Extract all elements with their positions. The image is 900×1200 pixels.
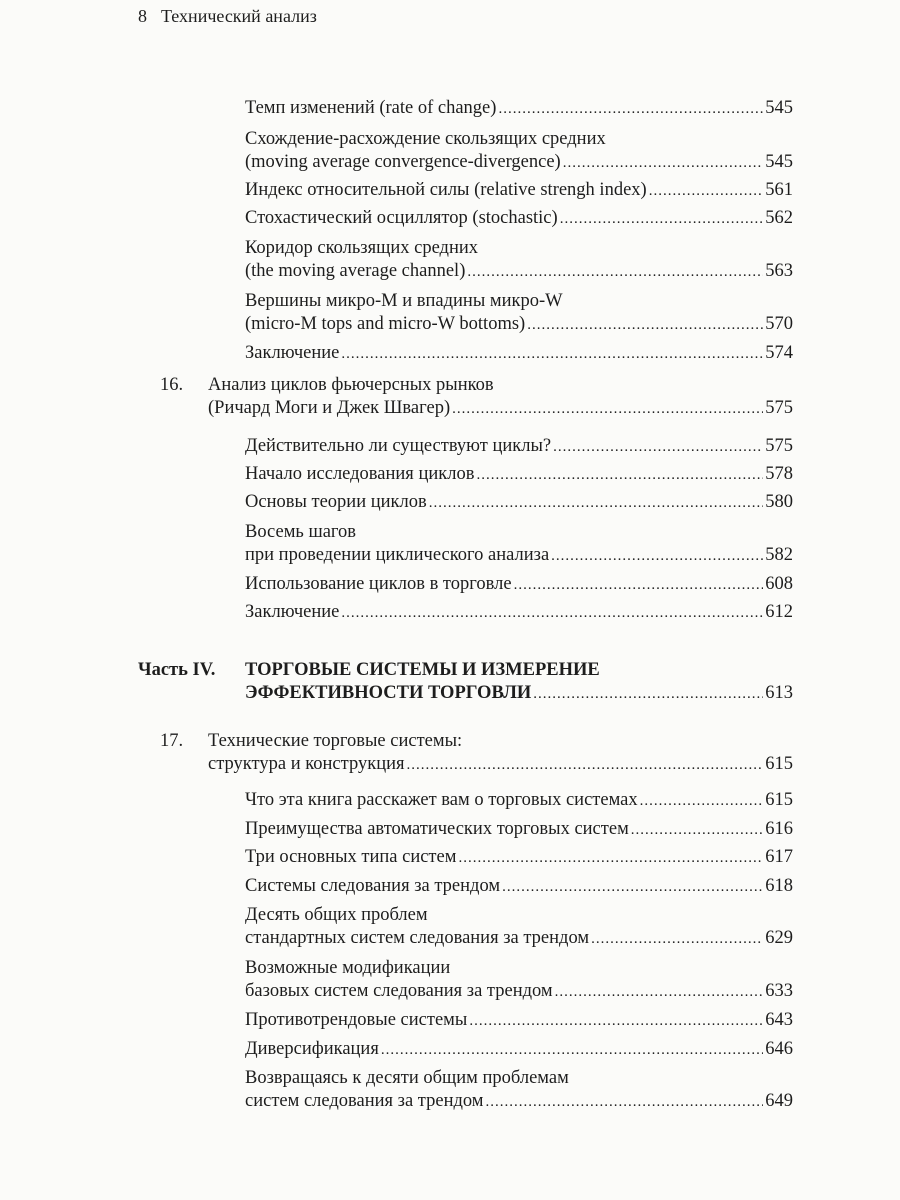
dot-leader <box>341 343 763 366</box>
page-reference: 563 <box>765 261 793 281</box>
entry-number: 16. <box>160 375 184 395</box>
toc-section-entry <box>245 128 793 174</box>
dot-leader <box>429 492 764 515</box>
toc-section-entry <box>245 97 793 120</box>
entry-title-line: (micro-M tops and micro-W bottoms) <box>245 314 526 334</box>
entry-title-line: базовых систем следования за трендом <box>245 981 553 1001</box>
toc-section-entry <box>245 207 793 230</box>
dot-leader <box>533 683 763 706</box>
page-reference: 618 <box>765 876 793 896</box>
toc-section-entry <box>245 875 793 898</box>
toc-section-entry <box>245 237 793 283</box>
toc-section-entry <box>245 521 793 567</box>
dot-leader <box>452 398 763 421</box>
dot-leader <box>341 602 763 625</box>
entry-title-line: ТОРГОВЫЕ СИСТЕМЫ И ИЗМЕРЕНИЕ <box>245 660 600 680</box>
dot-leader <box>469 1010 763 1033</box>
dot-leader <box>498 98 763 121</box>
entry-number: Часть IV. <box>138 660 216 680</box>
entry-title-line: Возвращаясь к десяти общим проблемам <box>245 1068 569 1088</box>
dot-leader <box>560 208 764 231</box>
entry-title-line: ЭФФЕКТИВНОСТИ ТОРГОВЛИ <box>245 683 532 703</box>
page-reference: 643 <box>765 1010 793 1030</box>
entry-title-line: систем следования за трендом <box>245 1091 484 1111</box>
entry-title-line: Использование циклов в торговле <box>245 574 512 594</box>
entry-title-line: Три основных типа систем <box>245 847 457 867</box>
page-reference: 649 <box>765 1091 793 1111</box>
page-number: 8 <box>138 6 147 26</box>
dot-leader <box>563 152 764 175</box>
page-reference: 582 <box>765 545 793 565</box>
toc-section-entry <box>245 1009 793 1032</box>
entry-title-line: Восемь шагов <box>245 522 357 542</box>
dot-leader <box>631 819 763 842</box>
toc-chapter-entry <box>160 730 793 776</box>
toc-section-entry <box>245 179 793 202</box>
toc-section-entry <box>245 789 793 812</box>
page-reference: 615 <box>765 790 793 810</box>
entry-title-line: Начало исследования циклов <box>245 464 475 484</box>
toc-section-entry <box>245 601 793 624</box>
toc-section-entry <box>245 435 793 458</box>
page-reference: 633 <box>765 981 793 1001</box>
entry-title-line: Коридор скользящих средних <box>245 238 479 258</box>
page-reference: 561 <box>765 180 793 200</box>
page-reference: 617 <box>765 847 793 867</box>
dot-leader <box>591 928 763 951</box>
entry-title-line: Преимущества автоматических торговых систем <box>245 819 629 839</box>
toc-section-entry <box>245 1038 793 1061</box>
toc-section-entry <box>245 818 793 841</box>
dot-leader <box>458 847 763 870</box>
entry-title-line: Заключение <box>245 602 340 622</box>
entry-title-line: Действительно ли существуют циклы? <box>245 436 552 456</box>
dot-leader <box>551 545 763 568</box>
entry-title-line: Основы теории циклов <box>245 492 427 512</box>
toc-section-entry <box>245 957 793 1003</box>
dot-leader <box>555 981 764 1004</box>
toc-section-entry <box>245 846 793 869</box>
dot-leader <box>640 790 764 813</box>
dot-leader <box>527 314 763 337</box>
entry-title-line: Схождение-расхождение скользящих средних <box>245 129 606 149</box>
entry-title-line: Вершины микро-M и впадины микро-W <box>245 291 563 311</box>
entry-title-line: Анализ циклов фьючерсных рынков <box>208 375 494 395</box>
dot-leader <box>476 464 763 487</box>
toc-part-entry <box>138 659 793 705</box>
page-reference: 545 <box>765 152 793 172</box>
entry-title-line: Десять общих проблем <box>245 905 428 925</box>
page-reference: 629 <box>765 928 793 948</box>
dot-leader <box>649 180 764 203</box>
page-reference: 578 <box>765 464 793 484</box>
dot-leader <box>467 261 763 284</box>
entry-number: 17. <box>160 731 184 751</box>
dot-leader <box>514 574 764 597</box>
entry-title-line: Системы следования за трендом <box>245 876 501 896</box>
entry-title-line: структура и конструкция <box>208 754 405 774</box>
page-reference: 608 <box>765 574 793 594</box>
running-title: Технический анализ <box>161 6 317 26</box>
page-reference: 612 <box>765 602 793 622</box>
entry-title-line: стандартных систем следования за трендом <box>245 928 590 948</box>
dot-leader <box>381 1039 763 1062</box>
page-reference: 545 <box>765 98 793 118</box>
page-reference: 646 <box>765 1039 793 1059</box>
entry-title-line: Стохастический осциллятор (stochastic) <box>245 208 558 228</box>
page-reference: 570 <box>765 314 793 334</box>
toc-section-entry <box>245 290 793 336</box>
running-header <box>138 6 317 27</box>
page-reference: 574 <box>765 343 793 363</box>
entry-title-line: при проведении циклического анализа <box>245 545 550 565</box>
page-reference: 575 <box>765 436 793 456</box>
entry-title-line: Возможные модификации <box>245 958 451 978</box>
toc-section-entry <box>245 342 793 365</box>
entry-title-line: (Ричард Моги и Джек Швагер) <box>208 398 451 418</box>
entry-title-line: Что эта книга расскажет вам о торговых системах <box>245 790 638 810</box>
entry-title-line: Противотрендовые системы <box>245 1010 468 1030</box>
entry-title-line: (moving average convergence-divergence) <box>245 152 561 172</box>
toc-section-entry <box>245 1067 793 1113</box>
page-reference: 613 <box>765 683 793 703</box>
entry-title-line: Темп изменений (rate of change) <box>245 98 497 118</box>
entry-title-line: (the moving average channel) <box>245 261 466 281</box>
dot-leader <box>502 876 763 899</box>
page-reference: 562 <box>765 208 793 228</box>
entry-title-line: Диверсификация <box>245 1039 379 1059</box>
entry-title-line: Технические торговые системы: <box>208 731 463 751</box>
page-reference: 616 <box>765 819 793 839</box>
dot-leader <box>553 436 763 459</box>
toc-section-entry <box>245 463 793 486</box>
entry-title-line: Заключение <box>245 343 340 363</box>
toc-section-entry <box>245 491 793 514</box>
dot-leader <box>407 754 764 777</box>
entry-title-line: Индекс относительной силы (relative strengh index) <box>245 180 647 200</box>
page-reference: 615 <box>765 754 793 774</box>
toc-chapter-entry <box>160 374 793 420</box>
toc-section-entry <box>245 904 793 950</box>
page-reference: 580 <box>765 492 793 512</box>
dot-leader <box>486 1091 764 1114</box>
toc-section-entry <box>245 573 793 596</box>
page-reference: 575 <box>765 398 793 418</box>
